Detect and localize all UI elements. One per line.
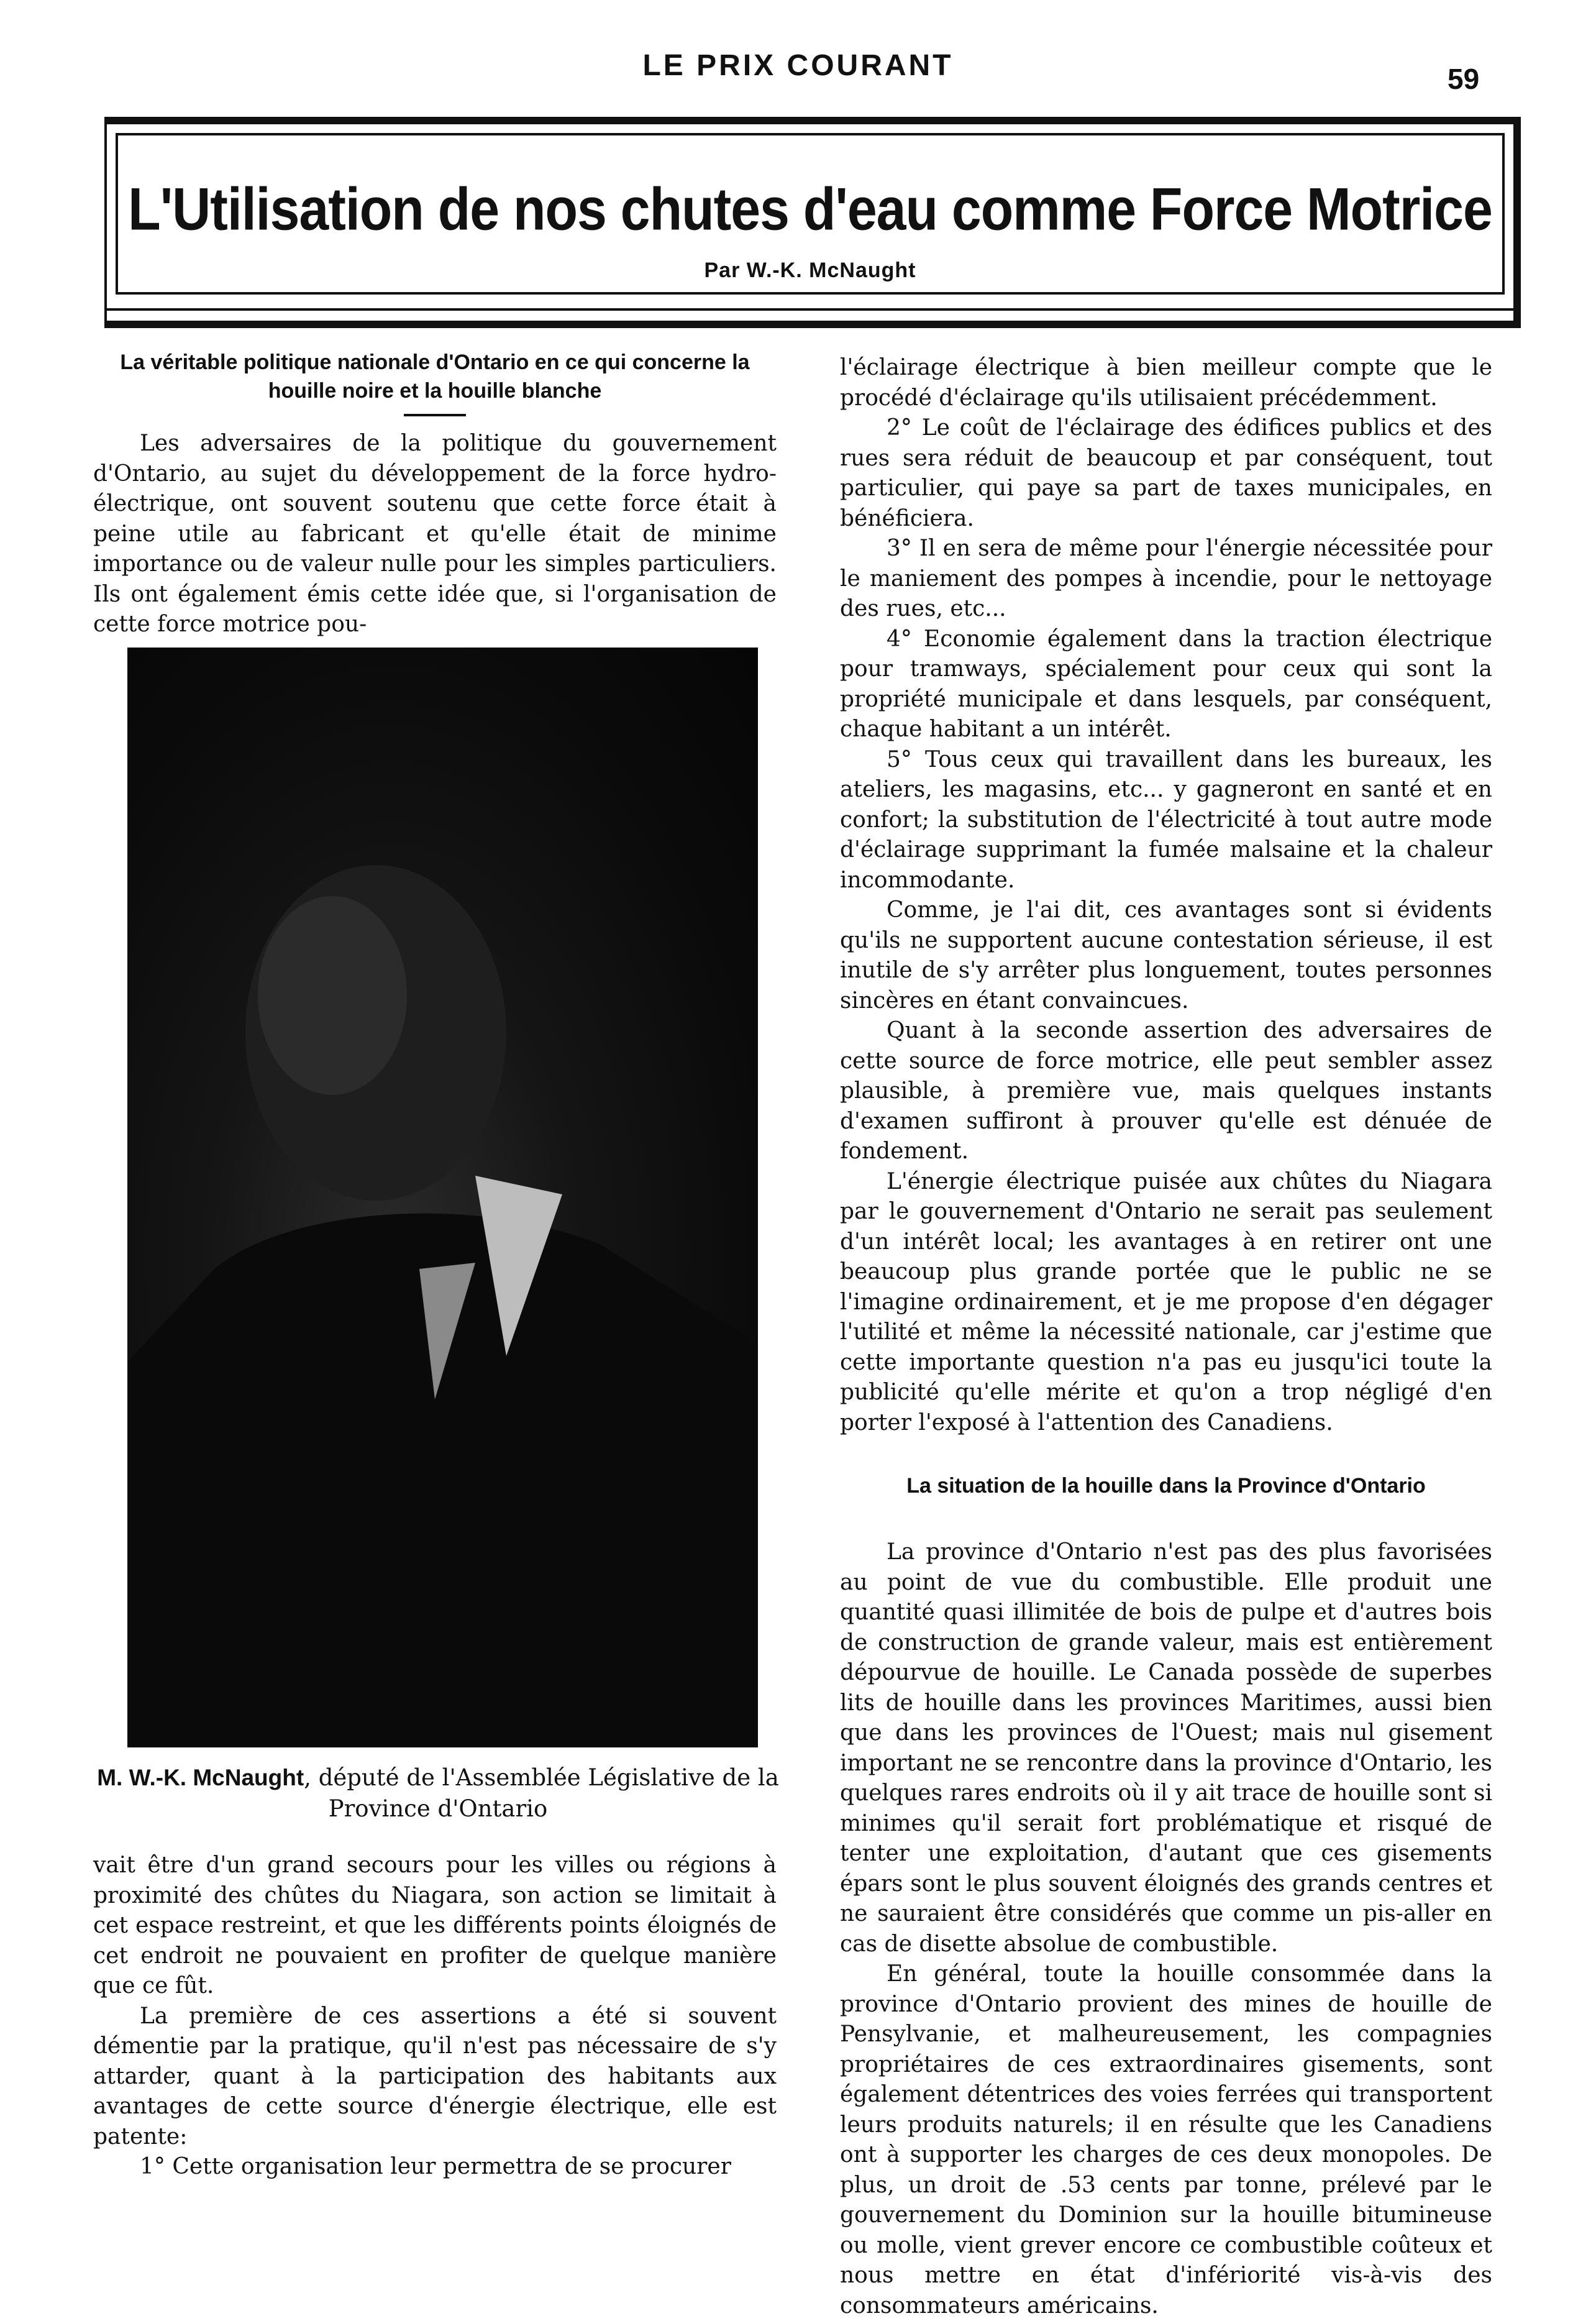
left-column-bottom	[93, 1851, 777, 2182]
paragraph: vait être d'un grand secours pour les villes ou régions à proximité des chûtes du Niagara, son action se limitait à cet espace restreint, et que les différents points éloignés de cet endroit ne pouvaient en profiter de quelque manière que ce fût.	[93, 1852, 777, 1998]
byline: Par W.-K. McNaught	[704, 259, 916, 282]
paragraph: 4° Economie également dans la traction électrique pour tramways, spécialement pour ceux qui sont la propriété municipale et dans lesquels, par conséquent, chaque habitant a un intérêt.	[840, 626, 1492, 742]
portrait-figure	[127, 648, 758, 1747]
title-rule	[107, 308, 1513, 311]
right-column	[840, 353, 1492, 2321]
paragraph: 1° Cette organisation leur permettra de se procurer	[140, 2154, 731, 2179]
publication-title: LE PRIX COURANT	[642, 49, 954, 82]
photo-caption	[93, 1762, 783, 1824]
paragraph: 5° Tous ceux qui travaillent dans les bureaux, les ateliers, les magasins, etc... y gagneront en santé et en confort; la substitution de l'électricité à tout autre mode d'éclairage supprimant la fumée malsaine et la chaleur incommodante.	[840, 746, 1492, 893]
page-number: 59	[1448, 63, 1480, 95]
caption-text: , député de l'Assemblée Législative de la Province d'Ontario	[304, 1764, 779, 1822]
right-subhead: La situation de la houille dans la Province d'Ontario	[906, 1474, 1426, 1498]
paragraph: L'énergie électrique puisée aux chûtes du Niagara par le gouvernement d'Ontario ne serait pas seulement d'un intérêt local; les avantages à en retirer ont une beaucoup plus grande portée que le public ne se l'imagine ordinairement, et je me propose d'en dégager l'utilité et même la nécessité nationale, car j'estime que cette importante question n'a pas eu jusqu'ici toute la publicité qu'elle mérite et qu'on a trop négligé d'en porter l'exposé à l'attention des Canadiens.	[840, 1168, 1492, 1435]
caption-name: M. W.-K. McNaught	[97, 1765, 304, 1790]
portrait-photo	[127, 648, 758, 1747]
paragraph: Comme, je l'ai dit, ces avantages sont si évidents qu'ils ne supportent aucune contestation sérieuse, il est inutile de s'y arrêter plus longuement, toutes personnes sincères en étant convaincues.	[840, 897, 1492, 1014]
paragraph: La première de ces assertions a été si souvent démentie par la pratique, qu'il n'est pas nécessaire de s'y attarder, quant à la participation des habitants aux avantages de cette source d'énergie électrique, elle est patente:	[93, 2003, 777, 2149]
left-column-top	[93, 348, 777, 640]
title-box	[116, 133, 1505, 295]
paragraph: l'éclairage électrique à bien meilleur compte que le procédé d'éclairage qu'ils utilisaient précédemment.	[840, 355, 1492, 411]
paragraph: Les adversaires de la politique du gouvernement d'Ontario, au sujet du développement de la force hydro-électrique, ont souvent soutenu que cette force était à peine utile au fabricant et qu'elle était de minime importance ou de valeur nulle pour les simples particuliers. Ils ont également émis cette idée que, si l'organisation de cette force motrice pou-	[93, 431, 777, 637]
paragraph: Quant à la seconde assertion des adversaires de cette source de force motrice, elle peut sembler assez plausible, à première vue, mais quelques instants d'examen suffiront à prouver qu'elle est dénuée de fondement.	[840, 1018, 1492, 1164]
paragraph: 3° Il en sera de même pour l'énergie nécessitée pour le maniement des pompes à incendie, pour le nettoyage des rues, etc...	[840, 536, 1492, 621]
subhead-divider	[404, 414, 466, 416]
paragraph: La province d'Ontario n'est pas des plus favorisées au point de vue du combustible. Elle produit une quantité quasi illimitée de bois de pulpe et d'autres bois de construction de grande valeur, mais est entièrement dépourvue de houille. Le Canada possède de superbes lits de houille dans les provinces Maritimes, aussi bien que dans les provinces de l'Ouest; mais nul gisement important ne se rencontre dans la province d'Ontario, les quelques rares endroits où il y ait trace de houille sont si minimes qu'il serait fort problématique et risqué de tenter une exploitation, d'autant que ces gisements épars sont le plus souvent éloignés des grands centres et ne sauraient être considérés que comme un pis-aller en cas de disette absolue de combustible.	[840, 1539, 1492, 1957]
paragraph: 2° Le coût de l'éclairage des édifices publics et des rues sera réduit de beaucoup et par conséquent, tout particulier, qui paye sa part de taxes municipales, en bénéficiera.	[840, 415, 1492, 531]
title-frame	[104, 117, 1521, 328]
left-subhead: La véritable politique nationale d'Ontario en ce qui concerne la houille noire et la houille blanche	[120, 350, 750, 403]
paragraph: En général, toute la houille consommée dans la province d'Ontario provient des mines de houille de Pensylvanie, et malheureusement, les compagnies propriétaires de ces extraordinaires gisements, sont également détentrices des voies ferrées qui transportent leurs produits naturels; il en résulte que les Canadiens ont à supporter les charges de ces deux monopoles. De plus, un droit de .53 cents par tonne, prélevé par le gouvernement du Dominion sur la houille bitumineuse ou molle, vient grever encore ce combustible coûteux et nous mettre en état d'infériorité vis-à-vis des consommateurs américains.	[840, 1961, 1492, 2319]
article-title: L'Utilisation de nos chutes d'eau comme Force Motrice	[128, 176, 1492, 243]
